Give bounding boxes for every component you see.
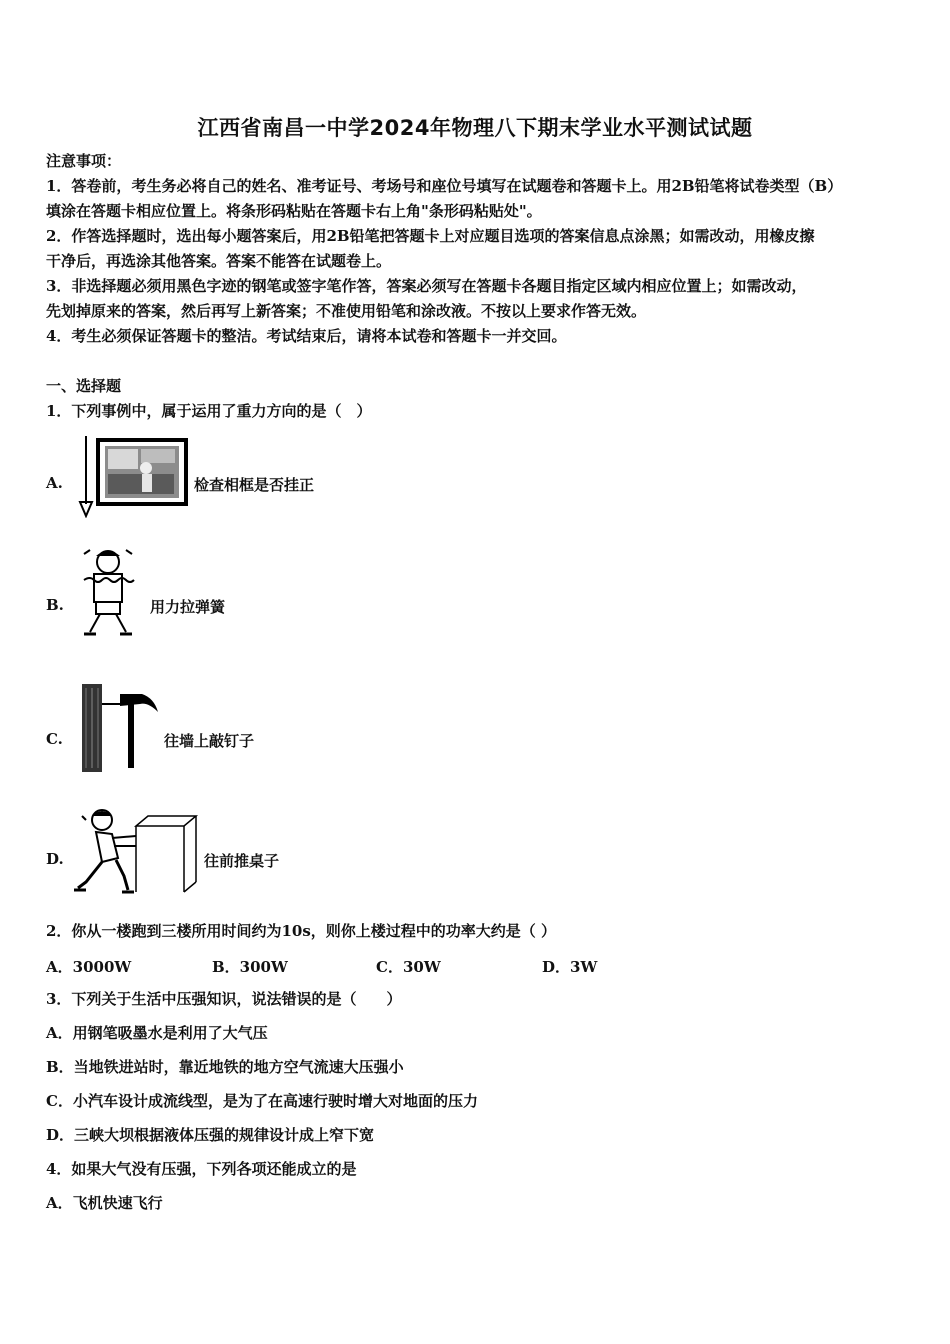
person-pulling-spring-icon xyxy=(76,546,140,640)
notice-line: 1．答卷前，考生务必将自己的姓名、准考证号、考场号和座位号填写在试题卷和答题卡上。用2B铅笔将试卷类型（B） xyxy=(46,177,843,195)
option-b-text: 用力拉弹簧 xyxy=(150,598,226,616)
person-pushing-table-icon xyxy=(72,806,200,896)
option-c-text: C．小汽车设计成流线型，是为了在高速行驶时增大对地面的压力 xyxy=(46,1092,478,1110)
option-c-text: C．30W xyxy=(376,958,441,976)
option-a-label: A. xyxy=(46,474,63,492)
question-3-stem: 3．下列关于生活中压强知识，说法错误的是（ ） xyxy=(46,990,402,1008)
question-1-stem: 1．下列事例中，属于运用了重力方向的是（ ） xyxy=(46,402,372,420)
notice-line: 干净后，再选涂其他答案。答案不能答在试题卷上。 xyxy=(46,252,392,270)
notice-line: 3．非选择题必须用黑色字迹的钢笔或签字笔作答，答案必须写在答题卡各题目指定区域内相应位置上；如需改动， xyxy=(46,277,807,295)
option-a-text: A．用钢笔吸墨水是利用了大气压 xyxy=(46,1024,268,1042)
option-d-text: 往前推桌子 xyxy=(204,852,280,870)
option-b-label: B. xyxy=(46,596,64,614)
notice-heading: 注意事项： xyxy=(46,152,122,170)
option-d-text: D．3W xyxy=(542,958,598,976)
option-a-text: 检查相框是否挂正 xyxy=(194,476,315,494)
page-title: 江西省南昌一中学2024年物理八下期末学业水平测试试题 xyxy=(197,116,753,140)
option-a-text: A．飞机快速飞行 xyxy=(46,1194,163,1212)
question-4-stem: 4．如果大气没有压强，下列各项还能成立的是 xyxy=(46,1160,357,1178)
option-d-label: D. xyxy=(46,850,64,868)
picture-frame-plumb-line-icon xyxy=(78,432,190,518)
option-b-text: B．当地铁进站时，靠近地铁的地方空气流速大压强小 xyxy=(46,1058,404,1076)
option-c-label: C. xyxy=(46,730,63,748)
section-heading: 一、选择题 xyxy=(46,377,122,395)
hammer-nail-wall-icon xyxy=(78,682,160,774)
question-2-stem: 2．你从一楼跑到三楼所用时间约为10s，则你上楼过程中的功率大约是（ ） xyxy=(46,922,556,940)
notice-line: 2．作答选择题时，选出每小题答案后，用2B铅笔把答题卡上对应题目选项的答案信息点涂黑；如需改动，用橡皮擦 xyxy=(46,227,815,245)
notice-line: 4．考生必须保证答题卡的整洁。考试结束后，请将本试卷和答题卡一并交回。 xyxy=(46,327,567,345)
notice-line: 填涂在答题卡相应位置上。将条形码粘贴在答题卡右上角"条形码粘贴处"。 xyxy=(46,202,542,220)
notice-line: 先划掉原来的答案，然后再写上新答案；不准使用铅笔和涂改液。不按以上要求作答无效。 xyxy=(46,302,647,320)
option-a-text: A．3000W xyxy=(46,958,132,976)
option-b-text: B．300W xyxy=(212,958,288,976)
option-c-text: 往墙上敲钉子 xyxy=(164,732,255,750)
option-d-text: D．三峡大坝根据液体压强的规律设计成上窄下宽 xyxy=(46,1126,375,1144)
